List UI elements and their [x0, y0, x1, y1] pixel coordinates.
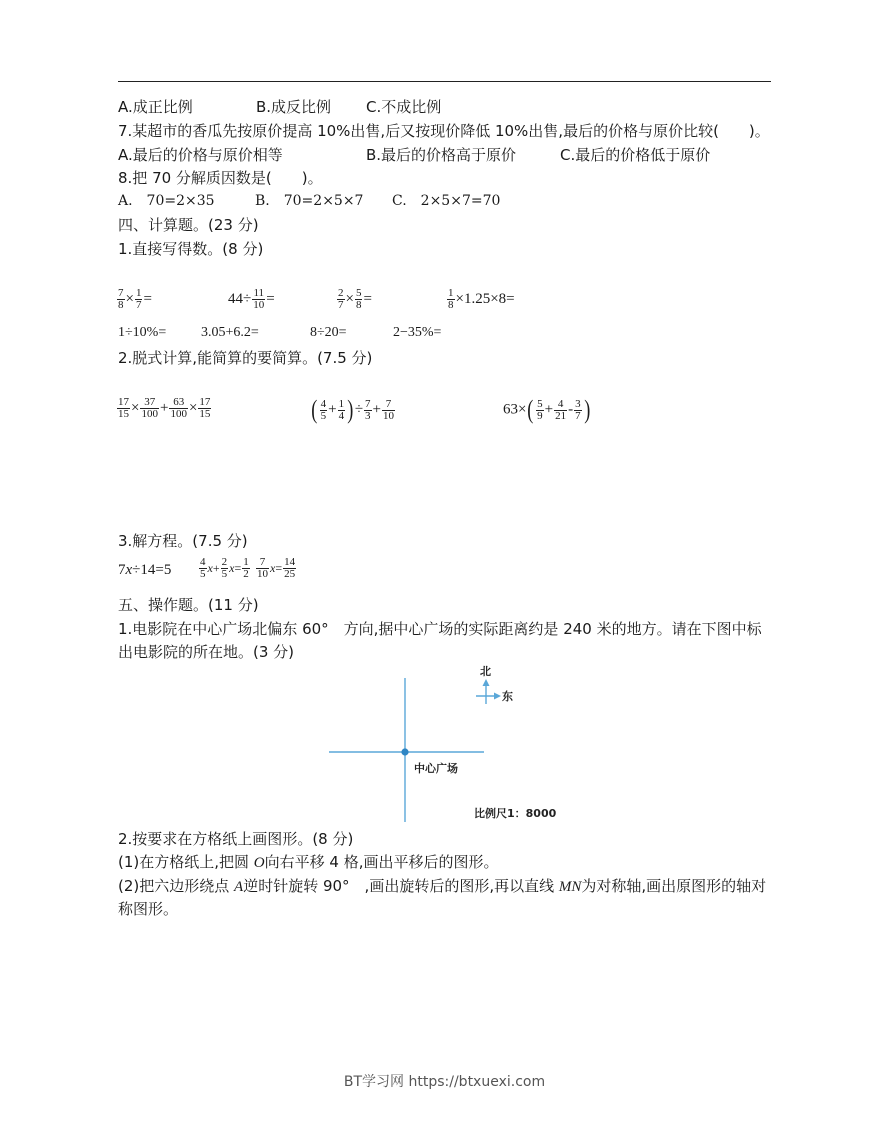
q6-option-b: B.成反比例 — [256, 98, 332, 116]
q7-text: 7.某超市的香瓜先按原价提高 10%出售,后又按现价降低 10%出售,最后的价格与原价比较( )。 — [118, 122, 770, 140]
s4-q3-eq-2: $\frac{4}{5}$ x+ $\frac{2}{5}$ x= $\frac{1}{2}$ — [200, 556, 249, 580]
s4-q2-expr-1: $\frac{17}{15}$ × $\frac{37}{100}$ + $\frac{63}{100}$ × $\frac{17}{15}$ — [118, 396, 211, 420]
s5-q2-part-1: (1)在方格纸上,把圆 O向右平移 4 格,画出平移后的图形。 — [118, 853, 499, 871]
map-diagram — [320, 660, 590, 828]
q6-options — [118, 97, 442, 117]
center-label: 中心广场 — [414, 762, 458, 775]
scale-label: 比例尺1：8000 — [474, 807, 557, 820]
s4-q1-expr-1: $\frac{7}{8}$ × $\frac{1}{7}$ = — [118, 287, 152, 311]
q7-option-c: C.最后的价格低于原价 — [560, 146, 711, 164]
q8-option-a: A. 70=2×35 — [118, 193, 215, 209]
east-label: 东 — [502, 690, 513, 703]
s4-q3-eq-3: $\frac{7}{10}$ x= $\frac{14}{25}$ — [257, 556, 296, 580]
q8-options — [118, 191, 501, 211]
q8-option-b: B. 70=2×5×7 — [255, 193, 364, 209]
circle-center-var: O — [253, 855, 265, 871]
s4-q3-title: 3.解方程。(7.5 分) — [118, 532, 248, 550]
q8-text: 8.把 70 分解质因数是( )。 — [118, 169, 323, 187]
s4-q1-expr-3: $\frac{2}{7}$ × $\frac{5}{8}$ = — [338, 287, 372, 311]
header-rule — [118, 81, 771, 82]
s5-q2-part-2-line-1: (2)把六边形绕点 A逆时针旋转 90° ,画出旋转后的图形,再以直线 MN为对称轴,画出原图形的轴对 — [118, 877, 767, 895]
q6-option-a: A.成正比例 — [118, 98, 193, 116]
s4-q2-expr-2: ( $\frac{4}{5}$ + $\frac{1}{4}$ )÷ $\frac{7}{3}$ + $\frac{7}{10}$ — [311, 395, 395, 424]
s4-q1-expr-5: 1÷10%= — [118, 325, 167, 340]
site-footer: BT学习网 https://btxuexi.com — [343, 1074, 546, 1090]
s4-q1-expr-6: 3.05+6.2= — [201, 325, 259, 340]
q6-option-c: C.不成比例 — [366, 98, 442, 116]
q7-options — [118, 145, 711, 165]
compass-icon — [476, 679, 501, 704]
s4-q1-expr-4: $\frac{1}{8}$ ×1.25×8= — [448, 287, 515, 311]
s4-q1-expr-7: 8÷20= — [310, 325, 347, 340]
s5-q1-line-1: 1.电影院在中心广场北偏东 60° 方向,据中心广场的实际距离约是 240 米的地方。请在下图中标 — [118, 620, 762, 638]
s4-q1-expr-8: 2−35%= — [393, 325, 442, 340]
section4-title: 四、计算题。(23 分) — [118, 216, 259, 234]
north-label: 北 — [480, 665, 491, 678]
s4-q3-eq-1: 7x÷14=5 — [118, 562, 172, 578]
s5-q2-part-2-line-2: 称图形。 — [118, 900, 179, 918]
q7-option-a: A.最后的价格与原价相等 — [118, 146, 283, 164]
section5-title: 五、操作题。(11 分) — [118, 596, 259, 614]
q7-option-b: B.最后的价格高于原价 — [366, 146, 517, 164]
q8-option-c: C. 2×5×7=70 — [392, 193, 501, 209]
s5-q2-title: 2.按要求在方格纸上画图形。(8 分) — [118, 830, 354, 848]
s4-q1-expr-2: 44÷ $\frac{11}{10}$ = — [228, 287, 275, 311]
point-a-var: A — [234, 879, 244, 895]
center-point — [401, 748, 408, 755]
s4-q1-title: 1.直接写得数。(8 分) — [118, 240, 264, 258]
s4-q2-title: 2.脱式计算,能简算的要简算。(7.5 分) — [118, 349, 373, 367]
s4-q2-expr-3: 63×( $\frac{5}{9}$ + $\frac{4}{21}$ - $\frac{3}{7}$ ) — [503, 395, 590, 424]
line-mn-var: MN — [558, 879, 582, 895]
s5-q1-line-2: 出电影院的所在地。(3 分) — [118, 643, 295, 661]
